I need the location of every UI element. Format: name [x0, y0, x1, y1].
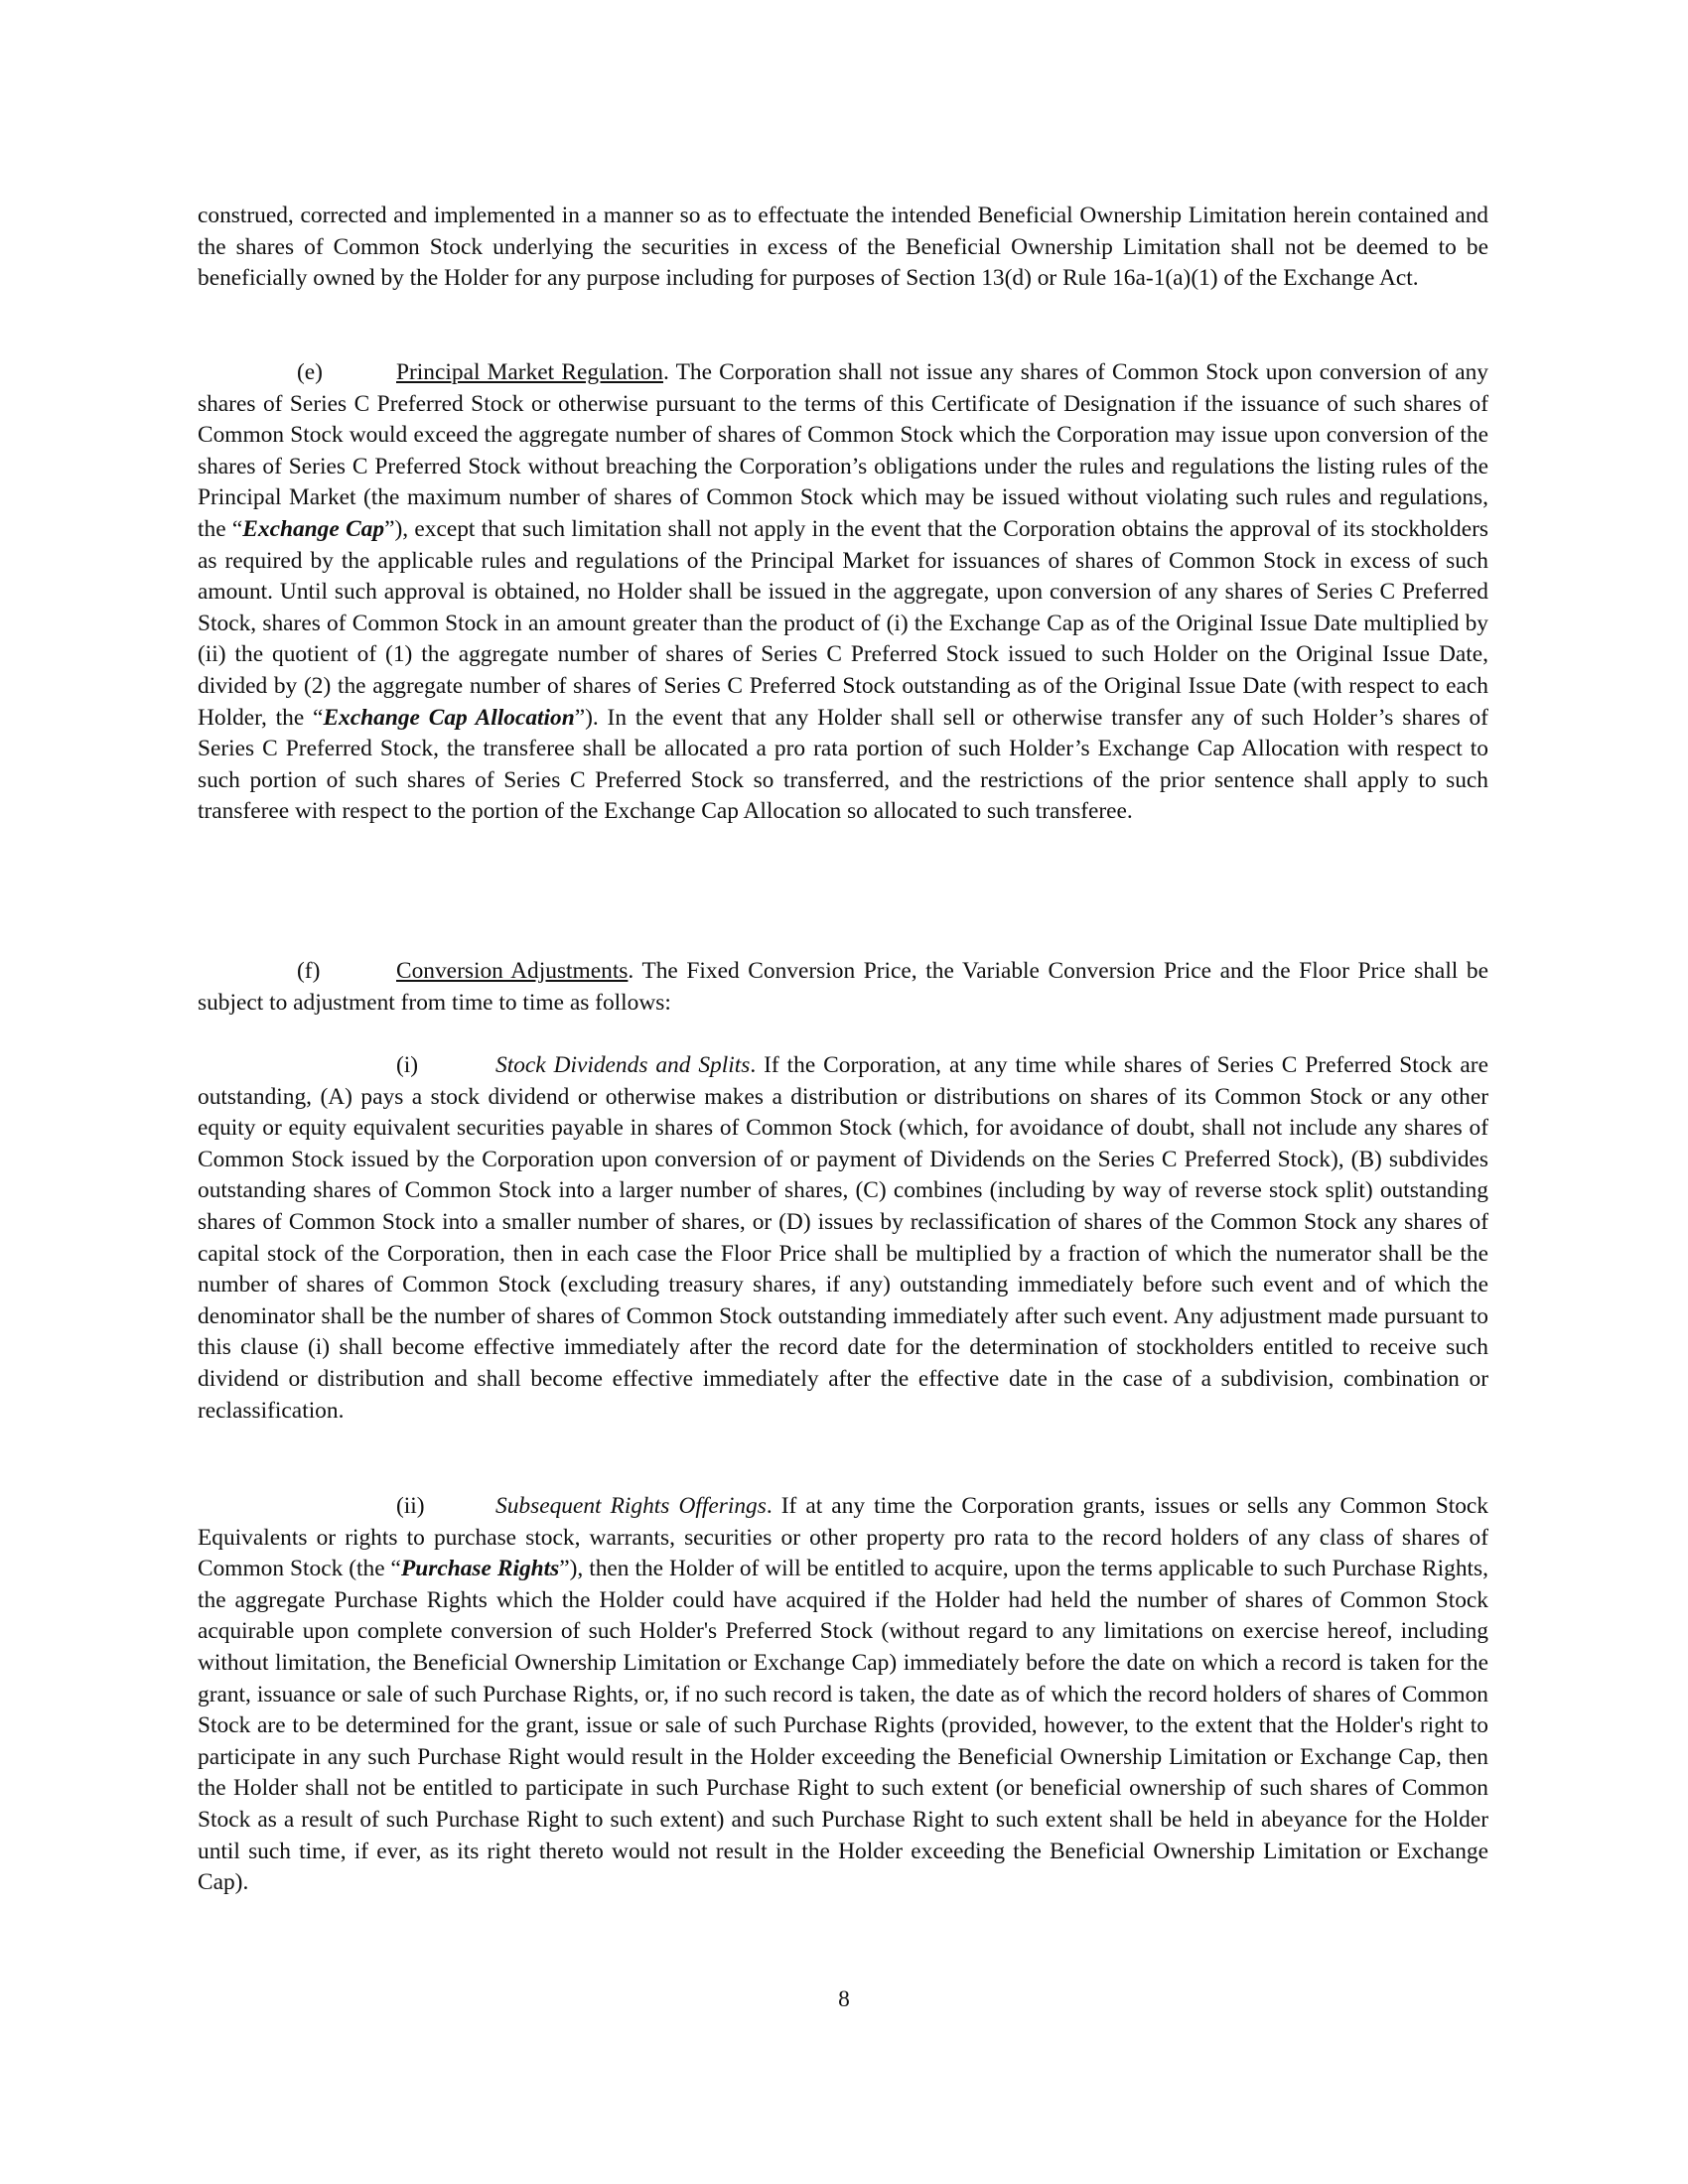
- section-f-heading: Conversion Adjustments: [396, 958, 629, 984]
- page-number: 8: [838, 1986, 850, 2012]
- section-f-ii-label: (ii): [396, 1493, 425, 1519]
- section-f-i-stock-dividends-and-splits: [198, 1050, 1488, 1427]
- section-e-text-2: ”), except that such limitation shall not apply in the event that the Corporation obtains the approval of its stockholders as required by the applicable rules and regulations of the Principal Market for issuances of shares of Common Stock in excess of such amount. Until such approval is obtained, no Holder shall be issued in the aggregate, upon conversion of any shares of Series C Preferred Stock, shares of Common Stock in an amount greater than the product of (i) the Exchange Cap as of the Original Issue Date multiplied by (ii) the quotient of (1) the aggregate number of shares of Series C Preferred Stock issued to such Holder on the Original Issue Date, divided by (2) the aggregate number of shares of Series C Preferred Stock outstanding as of the Original Issue Date (with respect to each Holder, the “: [198, 515, 1488, 731]
- section-f-label: (f): [297, 958, 321, 984]
- section-e-principal-market-regulation: [198, 357, 1488, 828]
- section-e-heading: Principal Market Regulation: [396, 359, 664, 385]
- section-e-term-exchange-cap: Exchange Cap: [242, 515, 385, 542]
- section-f-i-label: (i): [396, 1052, 419, 1078]
- paragraph-d-continuation: [198, 201, 1488, 295]
- section-e-label: (e): [297, 359, 323, 385]
- section-f-i-text: . If the Corporation, at any time while shares of Series C Preferred Stock are outstanding, (A) pays a stock dividend or otherwise makes a distribution or distributions on shares of its Common Stock or any other equity or equity equivalent securities payable in shares of Common Stock (which, for avoidance of doubt, shall not include any shares of Common Stock issued by the Corporation upon conversion of or payment of Dividends on the Series C Preferred Stock), (B) subdivides outstanding shares of Common Stock into a larger number of shares, (C) combines (including by way of reverse stock split) outstanding shares of Common Stock into a smaller number of shares, or (D) issues by reclassification of shares of the Common Stock any shares of capital stock of the Corporation, then in each case the Floor Price shall be multiplied by a fraction of which the numerator shall be the number of shares of Common Stock (excluding treasury shares, if any) outstanding immediately before such event and of which the denominator shall be the number of shares of Common Stock outstanding immediately after such event. Any adjustment made pursuant to this clause (i) shall become effective immediately after the record date for the determination of stockholders entitled to receive such dividend or distribution and shall become effective immediately after the effective date in the case of a subdivision, combination or reclassification.: [198, 1052, 1488, 1424]
- section-f-ii-heading: Subsequent Rights Offerings: [495, 1493, 767, 1519]
- section-e-term-exchange-cap-allocation: Exchange Cap Allocation: [323, 704, 575, 731]
- section-e-text-3: ”). In the event that any Holder shall sell or otherwise transfer any of such Holder’s shares of Series C Preferred Stock, the transferee shall be allocated a pro rata portion of such Holder’s Exchange Cap Allocation with respect to such portion of such shares of Series C Preferred Stock so transferred, and the restrictions of the prior sentence shall apply to such transferee with respect to the portion of the Exchange Cap Allocation so allocated to such transferee.: [198, 704, 1488, 825]
- paragraph-d-text: construed, corrected and implemented in a manner so as to effectuate the intended Beneficial Ownership Limitation herein contained and the shares of Common Stock underlying the securities in excess of the Beneficial Ownership Limitation shall not be deemed to be beneficially owned by the Holder for any purpose including for purposes of Section 13(d) or Rule 16a-1(a)(1) of the Exchange Act.: [198, 203, 1488, 292]
- section-f-ii-term-purchase-rights: Purchase Rights: [400, 1556, 560, 1582]
- section-f-i-heading: Stock Dividends and Splits: [495, 1052, 751, 1078]
- section-f-text: . The Fixed Conversion Price, the Variable Conversion Price and the Floor Price shall be subject to adjustment from time to time as follows:: [198, 958, 1488, 1016]
- section-f-ii-text-2: ”), then the Holder of will be entitled to acquire, upon the terms applicable to such Purchase Rights, the aggregate Purchase Rights which the Holder could have acquired if the Holder had held the number of shares of Common Stock acquirable upon complete conversion of such Holder's Preferred Stock (without regard to any limitations on exercise hereof, including without limitation, the Beneficial Ownership Limitation or Exchange Cap) immediately before the date on which a record is taken for the grant, issuance or sale of such Purchase Rights, or, if no such record is taken, the date as of which the record holders of shares of Common Stock are to be determined for the grant, issue or sale of such Purchase Rights (provided, however, to the extent that the Holder's right to participate in any such Purchase Right would result in the Holder exceeding the Beneficial Ownership Limitation or Exchange Cap, then the Holder shall not be entitled to participate in such Purchase Right to such extent (or beneficial ownership of such shares of Common Stock as a result of such Purchase Right to such extent) and such Purchase Right to such extent shall be held in abeyance for the Holder until such time, if ever, as its right thereto would not result in the Holder exceeding the Beneficial Ownership Limitation or Exchange Cap).: [198, 1556, 1488, 1896]
- section-f-conversion-adjustments: [198, 956, 1488, 1019]
- section-f-ii-text-1: . If at any time the Corporation grants, issues or sells any Common Stock Equivalents or rights to purchase stock, warrants, securities or other property pro rata to the record holders of any class of shares of Common Stock (the “: [198, 1493, 1488, 1582]
- section-e-text-1: . The Corporation shall not issue any shares of Common Stock upon conversion of any shares of Series C Preferred Stock or otherwise pursuant to the terms of this Certificate of Designation if the issuance of such shares of Common Stock would exceed the aggregate number of shares of Common Stock which the Corporation may issue upon conversion of the shares of Series C Preferred Stock without breaching the Corporation’s obligations under the rules and regulations the listing rules of the Principal Market (the maximum number of shares of Common Stock which may be issued without violating such rules and regulations, the “: [198, 359, 1488, 542]
- section-f-ii-subsequent-rights-offerings: [198, 1491, 1488, 1899]
